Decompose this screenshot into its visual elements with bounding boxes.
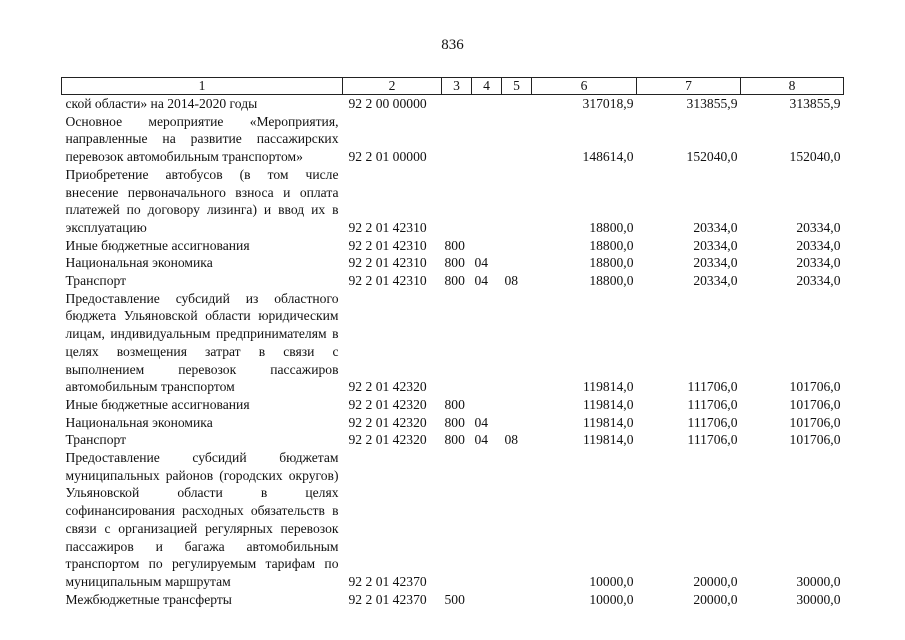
table-row <box>62 414 844 432</box>
row-col5 <box>502 449 532 591</box>
row-code: 92 2 01 42320 <box>348 396 427 412</box>
row-col5 <box>502 254 532 272</box>
row-col3 <box>442 290 472 396</box>
header-col-8: 8 <box>741 78 844 95</box>
row-value-col8: 101706,0 <box>789 396 841 412</box>
row-col4: 04 <box>474 273 489 289</box>
row-value-col7: 20334,0 <box>693 219 738 235</box>
row-col3: 800 <box>444 396 465 412</box>
row-name: Национальная экономика <box>65 414 213 430</box>
row-code: 92 2 01 42320 <box>348 414 427 430</box>
row-value-col6: 10000,0 <box>589 591 634 607</box>
row-col4: 04 <box>474 432 489 448</box>
page-number: 836 <box>441 37 464 53</box>
row-col3 <box>442 113 472 166</box>
row-value-col7: 20334,0 <box>693 273 738 289</box>
row-col5 <box>502 237 532 255</box>
row-value-col7: 111706,0 <box>687 414 738 430</box>
row-code: 92 2 01 42310 <box>348 219 427 235</box>
row-code: 92 2 00 00000 <box>348 96 427 111</box>
row-code: 92 2 01 42320 <box>348 432 427 448</box>
table-body <box>62 95 844 609</box>
row-value-col6: 148614,0 <box>582 149 634 165</box>
row-name: Иные бюджетные ассигнования <box>65 237 250 253</box>
row-col4: 04 <box>474 414 489 430</box>
row-value-col8: 101706,0 <box>789 379 841 395</box>
row-value-col7: 313855,9 <box>686 96 738 111</box>
table-row <box>62 290 844 396</box>
row-name: Предоставление субсидий бюджетам муниципальных районов (городских округов) Ульяновской области в целях софинансирования расходных обязательств в связи с организацией регулярных перевозок пассажиров и багажа автомобильным транспортом по регулируемым тарифам по муниципальным маршрутам <box>65 450 339 589</box>
row-value-col8: 101706,0 <box>789 414 841 430</box>
row-name: Национальная экономика <box>65 255 213 271</box>
row-code: 92 2 01 00000 <box>348 149 427 165</box>
row-code: 92 2 01 42310 <box>348 273 427 289</box>
row-col3 <box>442 166 472 237</box>
table-row <box>62 449 844 591</box>
row-value-col7: 111706,0 <box>687 396 738 412</box>
row-col5 <box>502 166 532 237</box>
row-value-col6: 18800,0 <box>589 237 634 253</box>
row-name: Межбюджетные трансферты <box>65 591 232 607</box>
row-name: Иные бюджетные ассигнования <box>65 396 250 412</box>
row-col5 <box>502 113 532 166</box>
header-col-1: 1 <box>62 78 343 95</box>
row-value-col7: 111706,0 <box>687 432 738 448</box>
row-col5: 08 <box>504 273 519 289</box>
row-value-col8: 20334,0 <box>796 237 841 253</box>
header-col-5: 5 <box>502 78 532 95</box>
row-col4 <box>472 396 502 414</box>
row-col4 <box>472 95 502 113</box>
row-value-col8: 30000,0 <box>796 573 841 589</box>
row-code: 92 2 01 42310 <box>348 237 427 253</box>
row-value-col6: 10000,0 <box>589 573 634 589</box>
row-col3 <box>442 449 472 591</box>
row-value-col7: 152040,0 <box>686 149 738 165</box>
row-value-col6: 119814,0 <box>583 414 634 430</box>
row-code: 92 2 01 42370 <box>348 591 427 607</box>
row-value-col6: 18800,0 <box>589 219 634 235</box>
row-col4: 04 <box>474 255 489 271</box>
header-col-7: 7 <box>637 78 741 95</box>
row-value-col8: 20334,0 <box>796 255 841 271</box>
row-code: 92 2 01 42310 <box>348 255 427 271</box>
row-value-col8: 30000,0 <box>796 591 841 607</box>
row-value-col8: 313855,9 <box>789 96 841 111</box>
row-col3: 500 <box>444 591 465 607</box>
row-col5 <box>502 95 532 113</box>
row-col3: 800 <box>444 432 465 448</box>
row-col5 <box>502 290 532 396</box>
row-name: Основное мероприятие «Мероприятия, направленные на развитие пассажирских перевозок автомобильным транспортом» <box>65 113 339 165</box>
table-row <box>62 591 844 609</box>
row-value-col7: 20000,0 <box>693 591 738 607</box>
row-value-col6: 119814,0 <box>583 432 634 448</box>
row-value-col6: 317018,9 <box>582 96 634 111</box>
header-col-2: 2 <box>343 78 442 95</box>
row-value-col8: 20334,0 <box>796 273 841 289</box>
table-row <box>62 237 844 255</box>
row-value-col7: 20334,0 <box>693 237 738 253</box>
row-name: Транспорт <box>65 273 127 289</box>
header-col-4: 4 <box>472 78 502 95</box>
table-row <box>62 166 844 237</box>
row-name: ской области» на 2014-2020 годы <box>65 96 258 111</box>
header-col-3: 3 <box>442 78 472 95</box>
table-row <box>62 95 844 113</box>
row-col5 <box>502 414 532 432</box>
row-col4 <box>472 237 502 255</box>
row-name: Приобретение автобусов (в том числе внесение первоначального взноса и оплата платежей по договору лизинга) и ввод их в эксплуатацию <box>65 166 339 235</box>
row-name: Предоставление субсидий из областного бюджета Ульяновской области юридическим лицам, индивидуальным предпринимателям в целях возмещения затрат в связи с выполнением перевозок пассажиров автомобильным транспортом <box>65 290 339 395</box>
row-value-col6: 18800,0 <box>589 273 634 289</box>
table-row <box>62 272 844 290</box>
row-value-col8: 101706,0 <box>789 432 841 448</box>
row-value-col7: 111706,0 <box>687 379 738 395</box>
row-col4 <box>472 591 502 609</box>
row-value-col8: 152040,0 <box>789 149 841 165</box>
row-col3: 800 <box>444 273 465 289</box>
row-code: 92 2 01 42320 <box>348 379 427 395</box>
row-col5 <box>502 591 532 609</box>
row-value-col6: 119814,0 <box>583 396 634 412</box>
table-header <box>62 78 844 95</box>
row-col5 <box>502 396 532 414</box>
table-row <box>62 113 844 166</box>
row-value-col6: 119814,0 <box>583 379 634 395</box>
table-row <box>62 254 844 272</box>
row-value-col6: 18800,0 <box>589 255 634 271</box>
row-col3: 800 <box>444 255 465 271</box>
row-code: 92 2 01 42370 <box>348 573 427 589</box>
row-col4 <box>472 290 502 396</box>
table-row <box>62 431 844 449</box>
budget-table <box>61 77 844 608</box>
row-value-col7: 20334,0 <box>693 255 738 271</box>
row-value-col8: 20334,0 <box>796 219 841 235</box>
row-col4 <box>472 113 502 166</box>
header-row <box>62 78 844 95</box>
row-col4 <box>472 449 502 591</box>
row-col4 <box>472 166 502 237</box>
row-col3: 800 <box>444 237 465 253</box>
row-col5: 08 <box>504 432 519 448</box>
row-value-col7: 20000,0 <box>693 573 738 589</box>
header-col-6: 6 <box>532 78 637 95</box>
row-col3: 800 <box>444 414 465 430</box>
row-name: Транспорт <box>65 432 127 448</box>
table-row <box>62 396 844 414</box>
row-col3 <box>442 95 472 113</box>
